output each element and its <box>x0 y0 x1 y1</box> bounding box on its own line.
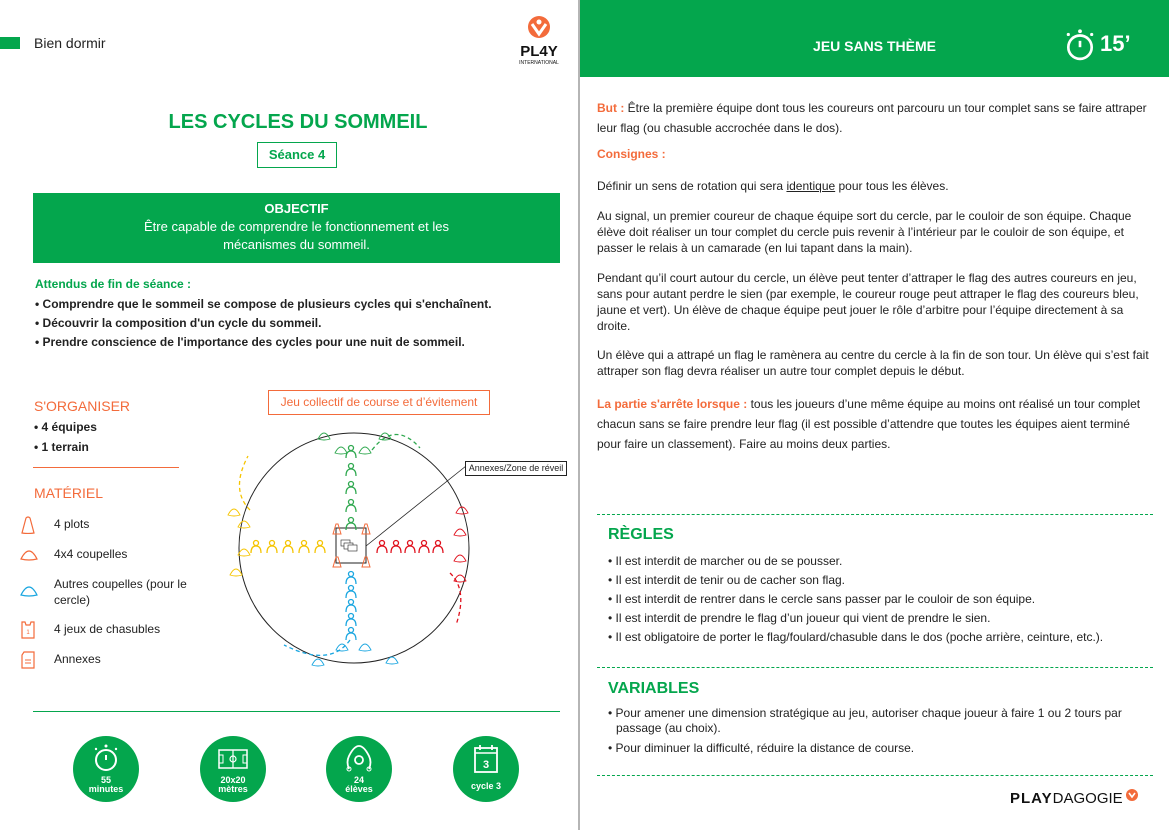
stopwatch-icon <box>1064 27 1096 61</box>
player-icon <box>346 464 356 477</box>
left-page <box>0 0 578 830</box>
saucer-icon <box>359 644 371 651</box>
player-icon <box>346 482 356 495</box>
document-icon <box>20 651 54 669</box>
organiser-heading: S'ORGANISER <box>34 398 131 414</box>
calendar-icon <box>471 742 501 774</box>
section-divider <box>597 514 1153 515</box>
annex-stack-icon <box>341 540 357 551</box>
saucer-icon <box>228 509 240 516</box>
player-icon <box>346 628 356 641</box>
but-paragraph <box>597 98 1152 138</box>
logo-bold: PLAY <box>1010 790 1053 807</box>
green-run-arrow <box>372 434 420 450</box>
materiel-item <box>20 576 194 608</box>
organiser-section <box>34 398 130 457</box>
attendus-heading: Attendus de fin de séance : <box>35 277 192 291</box>
consigne-paragraph <box>597 178 1152 194</box>
cone-icon <box>20 516 54 534</box>
annex-zone-label: Annexes/Zone de réveil <box>465 461 567 476</box>
player-icon <box>283 541 293 554</box>
saucer-blue-icon <box>20 582 54 600</box>
regles-heading: RÈGLES <box>608 526 674 543</box>
variables-heading: VARIABLES <box>608 680 700 697</box>
objectif-text: Être capable de comprendre le fonctionnement et les mécanismes du sommeil. <box>144 219 449 252</box>
badge-unit: cycle 3 <box>470 781 502 791</box>
red-run-arrow <box>450 573 461 625</box>
fin-label: La partie s'arrête lorsque : <box>597 397 748 411</box>
regle-item: • Il est interdit de rentrer dans le cercle sans passer par le couloir de son équipe. <box>608 592 1036 606</box>
materiel-item <box>20 516 194 534</box>
game-duration: 15’ <box>1100 31 1131 56</box>
player-icon <box>377 541 387 554</box>
game-diagram <box>220 420 580 675</box>
game-title: JEU SANS THÈME <box>813 38 936 54</box>
svg-text:1: 1 <box>26 630 30 636</box>
materiel-label: 4 jeux de chasubles <box>54 622 161 636</box>
player-icon <box>346 500 356 513</box>
attendus-item: • Comprendre que le sommeil se compose de plusieurs cycles qui s'enchaînent. <box>35 297 492 311</box>
bib-icon <box>20 621 54 639</box>
player-icon <box>346 446 356 459</box>
section-divider <box>597 775 1153 776</box>
materiel-item <box>20 621 194 639</box>
regle-item: • Il est interdit de marcher ou de se pousser. <box>608 554 843 568</box>
consignes-label: Consignes : <box>597 147 666 161</box>
svg-text:PL4Y: PL4Y <box>520 43 558 60</box>
field-icon <box>218 742 248 774</box>
theme-label: Bien dormir <box>34 35 106 51</box>
player-icon <box>346 586 356 599</box>
badge-value: 20x20 <box>220 775 246 785</box>
saucer-icon <box>312 659 324 666</box>
materiel-item <box>20 546 194 564</box>
organiser-item: • 4 équipes <box>34 420 97 434</box>
section-divider <box>33 711 560 712</box>
materiel-label: 4x4 coupelles <box>54 547 128 561</box>
saucer-icon <box>336 644 348 651</box>
saucer-orange-icon <box>20 546 54 564</box>
materiel-label: Autres coupelles (pour le cercle) <box>54 577 187 607</box>
theme-marker <box>0 37 20 49</box>
game-header <box>580 0 1169 77</box>
right-page <box>578 0 1169 830</box>
heart-logo-icon <box>1125 788 1139 802</box>
but-text: Être la première équipe dont tous les coureurs ont parcouru un tour complet sans se faire attraper leur flag (ou chasuble accrochée dans le dos). <box>597 101 1147 135</box>
students-badge <box>326 736 392 802</box>
duration-badge <box>73 736 139 802</box>
field-size-badge <box>200 736 266 802</box>
blue-run-arrow <box>284 640 350 655</box>
badge-unit: mètres <box>218 784 248 794</box>
consigne-text: pour tous les élèves. <box>835 179 949 193</box>
player-icon <box>433 541 443 554</box>
saucer-icon <box>230 569 242 576</box>
objectif-box <box>33 193 560 263</box>
organiser-item: • 1 terrain <box>34 440 89 454</box>
playdagogie-logo <box>1010 790 1139 807</box>
saucer-icon <box>454 555 466 562</box>
saucer-icon <box>454 529 466 536</box>
page-title: LES CYCLES DU SOMMEIL <box>168 111 428 133</box>
player-icon <box>299 541 309 554</box>
materiel-item <box>20 651 194 669</box>
consigne-paragraph: Au signal, un premier coureur de chaque équipe sort du cercle, par le couloir de son équipe. Chaque élève doit réaliser un tour complet du cercle puis revenir à l’intérieur par le couloir de son équipe, et passer le relais à un camarade (en lui tapant dans la main). <box>597 209 1132 255</box>
materiel-label: 4 plots <box>54 517 90 531</box>
svg-text:INTERNATIONAL: INTERNATIONAL <box>519 60 559 66</box>
regle-item: • Il est interdit de prendre le flag d’un joueur qui vient de prendre le sien. <box>608 611 991 625</box>
player-icon <box>391 541 401 554</box>
materiel-label: Annexes <box>54 652 101 666</box>
player-icon <box>346 600 356 613</box>
attendus-item: • Prendre conscience de l'importance des cycles pour une nuit de sommeil. <box>35 335 465 349</box>
player-icon <box>251 541 261 554</box>
annex-pointer <box>366 466 466 546</box>
player-icon <box>346 614 356 627</box>
badge-unit: élèves <box>345 784 373 794</box>
player-icon <box>267 541 277 554</box>
logo-rest: DAGOGIE <box>1052 790 1123 807</box>
player-icon <box>315 541 325 554</box>
diagram-title: Jeu collectif de course et d’évitement <box>268 390 490 415</box>
regle-item: • Il est obligatoire de porter le flag/foulard/chasuble dans le dos (poche arrière, ceinture, etc.). <box>608 630 1104 644</box>
cone-icon <box>333 557 341 567</box>
player-icon <box>419 541 429 554</box>
cone-icon <box>333 524 341 534</box>
students-icon <box>344 742 374 774</box>
player-icon <box>405 541 415 554</box>
fin-paragraph <box>597 394 1152 454</box>
section-divider <box>33 467 179 468</box>
consigne-emphasis: identique <box>786 179 836 193</box>
badge-unit: minutes <box>88 784 124 794</box>
fin-text: tous les joueurs d’une même équipe au moins ont réalisé un tour complet chacun sans se faire prendre leur flag (il est possible d’attendre que toutes les équipes aient terminé pour faire un classement). Faire au moins deux parties. <box>597 397 1141 451</box>
consigne-paragraph: Un élève qui a attrapé un flag le ramènera au centre du cercle à la fin de son tour. Un élève qui s’est fait attraper son flag devra réaliser un autre tour complet depuis le début. <box>597 348 1149 378</box>
but-label: But : <box>597 101 625 115</box>
consigne-text: Définir un sens de rotation qui sera <box>597 179 787 193</box>
calendar-number: 3 <box>482 759 490 771</box>
saucer-icon <box>238 521 250 528</box>
attendus-section <box>35 277 565 352</box>
player-icon <box>346 572 356 585</box>
variable-item: • Pour amener une dimension stratégique au jeu, autoriser chaque joueur à faire 1 ou 2 tours par passage (au choix). <box>608 706 1122 735</box>
stopwatch-icon <box>91 742 121 774</box>
saucer-icon <box>238 549 250 556</box>
section-divider <box>597 667 1153 668</box>
cycle-badge <box>453 736 519 802</box>
saucer-icon <box>359 447 371 454</box>
regle-item: • Il est interdit de tenir ou de cacher son flag. <box>608 573 845 587</box>
saucer-icon <box>335 447 347 454</box>
consigne-paragraph: Pendant qu’il court autour du cercle, un élève peut tenter d’attraper le flag des autres coureurs en jeu, sans pour autant perdre le sien (par exemple, le coureur rouge peut attraper le flag des coureurs bleu, jaune et vert). Un élève de chaque équipe peut jouer le rôle d’arbitre pour l’équipe directement à sa droite. <box>597 271 1139 333</box>
materiel-heading: MATÉRIEL <box>34 485 103 501</box>
attendus-item: • Découvrir la composition d'un cycle du sommeil. <box>35 316 322 330</box>
objectif-heading: OBJECTIF <box>264 201 329 216</box>
play-international-logo <box>507 14 571 68</box>
seance-badge: Séance 4 <box>257 142 337 168</box>
variable-item: • Pour diminuer la difficulté, réduire la distance de course. <box>608 741 915 755</box>
badge-value: 55 <box>100 775 111 785</box>
badge-value: 24 <box>353 775 364 785</box>
